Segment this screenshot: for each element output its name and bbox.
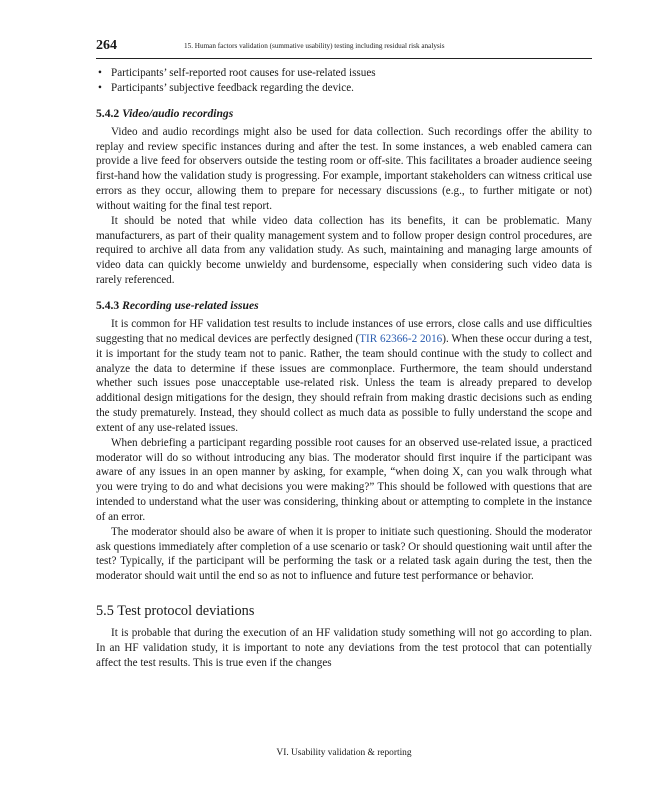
page-footer: VI. Usability validation & reporting: [276, 748, 412, 758]
paragraph: It is common for HF validation test results to include instances of use errors, close calls and use difficulties suggesting that no medical devices are perfectly designed (TIR 62366-2 2016). When these occur during a test, it is important for the study team not to panic. Rather, the team should continue with the study to collect and analyze the data to determine if these issues are commonplace. Furthermore, the team should understand whether such issues pose unacceptable use-related risk. Unless the team is already prepared to develop additional design mitigations for the design, they should refrain from making drastic decisions such as ending the study prematurely. Instead, they should collect as much data as possible to fully understand the scope and extent of any use-related issues.: [96, 317, 593, 434]
section-heading-5-4-3: 5.4.3 Recording use-related issues: [96, 298, 259, 312]
bullet-list: [96, 66, 592, 96]
list-item-text: Participants’ subjective feedback regarding the device.: [111, 81, 354, 94]
running-title: 15. Human factors validation (summative usability) testing including residual risk analysis: [184, 42, 445, 50]
page-number: 264: [96, 38, 117, 53]
bullet-icon: •: [98, 81, 102, 94]
list-item-text: Participants’ self-reported root causes for use-related issues: [111, 67, 376, 79]
list-item: [96, 66, 592, 81]
paragraph: It should be noted that while video data collection has its benefits, it can be problematic. Many manufacturers, as part of their quality management system and to follow proper design control procedures, are required to archive all data from any validation study. As such, maintaining and managing large amounts of video data can quickly become unwieldy and burdensome, especially when considering such video data is rarely referenced.: [96, 214, 592, 287]
list-item: [96, 81, 592, 96]
paragraph: It is probable that during the execution of an HF validation study something will not go according to plan. In an HF validation study, it is important to note any deviations from the test protocol that can potentially affect the test results. This is true even if the changes: [96, 627, 592, 669]
paragraph: When debriefing a participant regarding possible root causes for an observed use-related issue, a practiced moderator will do so without introducing any bias. The moderator should first inquire if the participant was aware of any issues in an open manner by asking, for example, “when doing X, can you walk through what you were trying to do and what decisions you were making?” This should be followed with questions that are intended to understand what the user was considering, thinking about or attempting to complete in the instance of an error.: [96, 436, 592, 523]
citation-link[interactable]: TIR 62366-2 2016: [359, 332, 443, 345]
paragraph: Video and audio recordings might also be used for data collection. Such recordings offer the ability to replay and review specific instances during and after the test. In some instances, a web enabled camera can provide a live feed for observers outside the testing room or off-site. This facilitates a broader audience seeing first-hand how the validation study is progressing. For example, important stakeholders can witness critical use errors as they occur, allowing them to prepare for necessary discussions (e.g., to further mitigate or not) without waiting for the final test report.: [96, 125, 592, 212]
section-heading-5-5: 5.5 Test protocol deviations: [96, 603, 255, 620]
page-header: [96, 38, 592, 59]
bullet-icon: •: [98, 67, 102, 79]
page-body: [96, 66, 592, 671]
paragraph: The moderator should also be aware of when it is proper to initiate such questioning. Should the moderator ask questions immediately after completion of a use scenario or task? Or should questioning wait until after the test? Typically, if the participant will be performing the task or a related task again during the test, then the moderator should wait until the end so as not to influence and future test performance or behavior.: [96, 525, 592, 583]
section-heading-5-4-2: 5.4.2 Video/audio recordings: [96, 106, 234, 120]
